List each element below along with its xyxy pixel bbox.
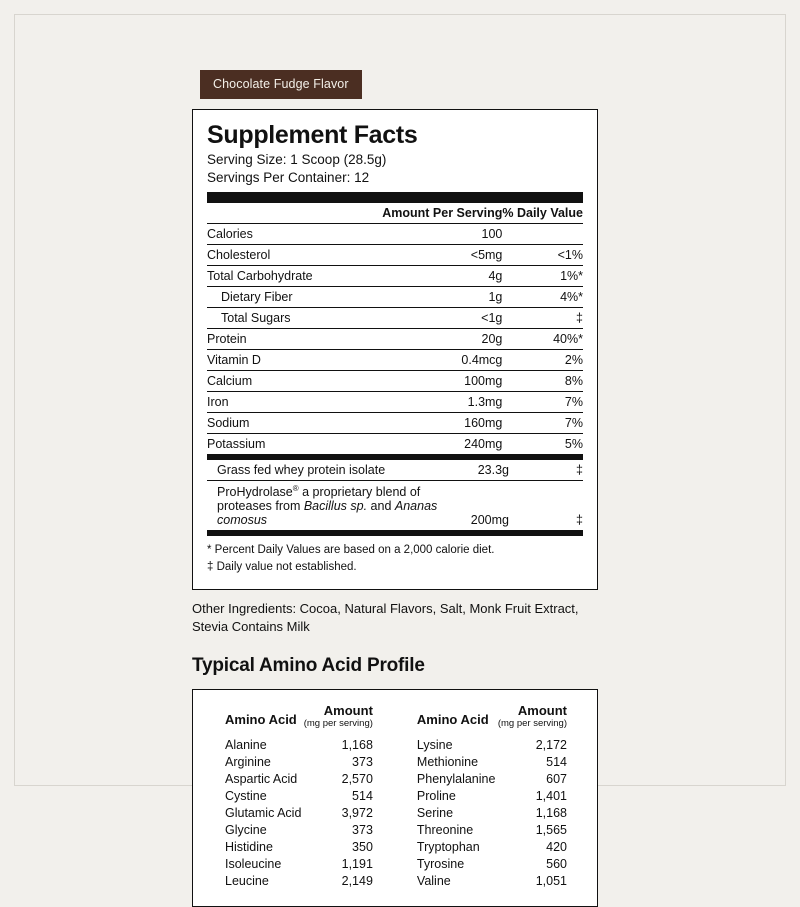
amino-gap	[387, 754, 401, 771]
flavor-tag: Chocolate Fudge Flavor	[200, 70, 362, 99]
ingredient-amount: 23.3g	[477, 462, 509, 477]
nutrient-name: Cholesterol	[207, 244, 345, 265]
amino-gap	[387, 805, 401, 822]
col-amount-per-serving: Amount Per Serving	[382, 205, 503, 220]
amino-col-amount-left	[302, 702, 387, 736]
amino-gap	[387, 822, 401, 839]
amino-name-right: Threonine	[416, 823, 474, 838]
amino-name-left: Alanine	[225, 738, 267, 753]
nutrient-amount: 100	[345, 223, 502, 244]
nutrient-daily-value: <1%	[502, 244, 583, 265]
nutrient-amount: 160mg	[345, 412, 502, 433]
amino-name-right: Lysine	[416, 738, 453, 753]
nutrient-daily-value: 4%*	[502, 286, 583, 307]
amino-value-right: 560	[546, 857, 567, 872]
amino-row	[209, 805, 581, 822]
nutrient-name: Vitamin D	[207, 349, 345, 370]
amino-name-right: Proline	[416, 789, 456, 804]
other-ingredients: Other Ingredients: Cocoa, Natural Flavors, Salt, Monk Fruit Extract, Stevia Contains Milk	[192, 601, 579, 634]
nutrient-daily-value: 7%	[502, 391, 583, 412]
ingredient-row	[207, 480, 583, 530]
nutrient-row	[207, 433, 583, 454]
amino-row	[209, 737, 581, 754]
nutrient-amount: 4g	[345, 265, 502, 286]
amino-value-right: 1,168	[535, 806, 567, 821]
nutrient-name: Protein	[207, 328, 345, 349]
amino-row	[209, 856, 581, 873]
amino-col-amount-right-sub: (mg per serving)	[497, 718, 567, 730]
nutrient-row	[207, 265, 583, 286]
amino-col-amount-right	[496, 702, 581, 736]
ingredient-name: ProHydrolase® a proprietary blend of proteases from Bacillus sp. and Ananas comosus	[207, 480, 471, 530]
nutrient-daily-value: 5%	[502, 433, 583, 454]
amino-value-right: 420	[546, 840, 567, 855]
amino-row	[209, 771, 581, 788]
nutrient-daily-value: 7%	[502, 412, 583, 433]
nutrient-name: Sodium	[207, 412, 345, 433]
amino-value-left: 3,972	[341, 806, 373, 821]
amino-name-left: Cystine	[225, 789, 267, 804]
amino-name-left: Histidine	[225, 840, 273, 855]
amino-name-left: Leucine	[225, 874, 269, 889]
nutrient-amount: 240mg	[345, 433, 502, 454]
supplement-facts-title: Supplement Facts	[207, 121, 418, 149]
label-content	[192, 70, 608, 907]
amino-name-left: Aspartic Acid	[225, 772, 298, 787]
nutrient-amount: 0.4mcg	[345, 349, 502, 370]
nutrient-name: Iron	[207, 391, 345, 412]
amino-value-left: 514	[352, 789, 373, 804]
nutrient-row	[207, 244, 583, 265]
ingredient-daily-value: ‡	[509, 480, 583, 530]
amino-gap	[387, 873, 401, 890]
ingredient-row	[207, 460, 583, 481]
amino-name-right: Tryptophan	[416, 840, 480, 855]
supplement-facts-table	[207, 203, 583, 454]
nutrient-daily-value: 40%*	[502, 328, 583, 349]
amino-col-amount-left-label: Amount	[323, 703, 373, 719]
col-daily-value: % Daily Value	[502, 205, 583, 220]
nutrient-amount: <5mg	[345, 244, 502, 265]
amino-gap	[387, 839, 401, 856]
amino-name-left: Glycine	[225, 823, 267, 838]
nutrient-row	[207, 370, 583, 391]
amino-name-right: Serine	[416, 806, 454, 821]
nutrient-name: Potassium	[207, 433, 345, 454]
amino-header-row	[209, 702, 581, 736]
amino-col-name-left: Amino Acid	[225, 712, 297, 728]
table-header-row	[207, 203, 583, 224]
amino-value-left: 350	[352, 840, 373, 855]
amino-value-left: 1,168	[341, 738, 373, 753]
amino-row	[209, 839, 581, 856]
nutrient-amount: 100mg	[345, 370, 502, 391]
nutrient-name: Total Sugars	[207, 307, 345, 328]
servings-per-container: Servings Per Container: 12	[207, 169, 370, 185]
amino-col-amount-right-label: Amount	[517, 703, 567, 719]
amino-name-left: Glutamic Acid	[225, 806, 302, 821]
amino-gap	[387, 771, 401, 788]
amino-value-right: 2,172	[535, 738, 567, 753]
amino-name-right: Phenylalanine	[416, 772, 496, 787]
amino-row	[209, 822, 581, 839]
amino-profile-title: Typical Amino Acid Profile	[192, 655, 425, 677]
amino-col-gap	[387, 702, 401, 736]
amino-value-right: 1,565	[535, 823, 567, 838]
amino-gap	[387, 856, 401, 873]
nutrient-name: Total Carbohydrate	[207, 265, 345, 286]
nutrient-amount: 20g	[345, 328, 502, 349]
nutrient-row	[207, 286, 583, 307]
nutrient-row	[207, 328, 583, 349]
nutrient-row	[207, 349, 583, 370]
amino-name-right: Tyrosine	[416, 857, 465, 872]
amino-col-amount-left-sub: (mg per serving)	[303, 718, 373, 730]
serving-size: Serving Size: 1 Scoop (28.5g)	[207, 152, 387, 168]
nutrient-row	[207, 223, 583, 244]
nutrient-amount: 1.3mg	[345, 391, 502, 412]
amino-value-right: 1,401	[535, 789, 567, 804]
amino-value-left: 2,570	[341, 772, 373, 787]
ingredient-table	[207, 460, 583, 530]
ingredient-amount: 200mg	[471, 480, 509, 530]
amino-value-left: 1,191	[341, 857, 373, 872]
nutrient-name: Calcium	[207, 370, 345, 391]
ingredient-daily-value: ‡	[576, 462, 583, 477]
amino-value-right: 607	[546, 772, 567, 787]
nutrient-row	[207, 307, 583, 328]
nutrient-daily-value: 8%	[502, 370, 583, 391]
divider-thick-top	[207, 192, 583, 203]
amino-name-right: Valine	[416, 874, 451, 889]
amino-row	[209, 788, 581, 805]
supplement-facts-panel	[192, 109, 598, 590]
nutrient-amount: 1g	[345, 286, 502, 307]
ingredient-name: Grass fed whey protein isolate	[217, 462, 386, 477]
amino-value-left: 373	[352, 823, 373, 838]
amino-acid-table	[209, 702, 581, 889]
footnote-not-established: ‡ Daily value not established.	[207, 560, 357, 573]
nutrient-name: Dietary Fiber	[207, 286, 345, 307]
nutrient-row	[207, 391, 583, 412]
amino-name-left: Arginine	[225, 755, 271, 770]
nutrient-daily-value: 2%	[502, 349, 583, 370]
nutrient-amount: <1g	[345, 307, 502, 328]
amino-name-right: Methionine	[416, 755, 479, 770]
amino-gap	[387, 737, 401, 754]
amino-value-left: 2,149	[341, 874, 373, 889]
nutrient-row	[207, 412, 583, 433]
amino-profile-box	[192, 689, 598, 906]
amino-row	[209, 873, 581, 890]
nutrient-daily-value	[502, 223, 583, 244]
amino-col-name-right: Amino Acid	[416, 712, 489, 728]
amino-gap	[387, 788, 401, 805]
amino-value-left: 373	[352, 755, 373, 770]
footnote-daily-values: * Percent Daily Values are based on a 2,000 calorie diet.	[207, 543, 495, 556]
nutrient-name: Calories	[207, 223, 345, 244]
amino-value-right: 1,051	[535, 874, 567, 889]
amino-name-left: Isoleucine	[225, 857, 282, 872]
amino-row	[209, 754, 581, 771]
nutrient-daily-value: 1%*	[502, 265, 583, 286]
amino-value-right: 514	[546, 755, 567, 770]
nutrient-daily-value: ‡	[502, 307, 583, 328]
